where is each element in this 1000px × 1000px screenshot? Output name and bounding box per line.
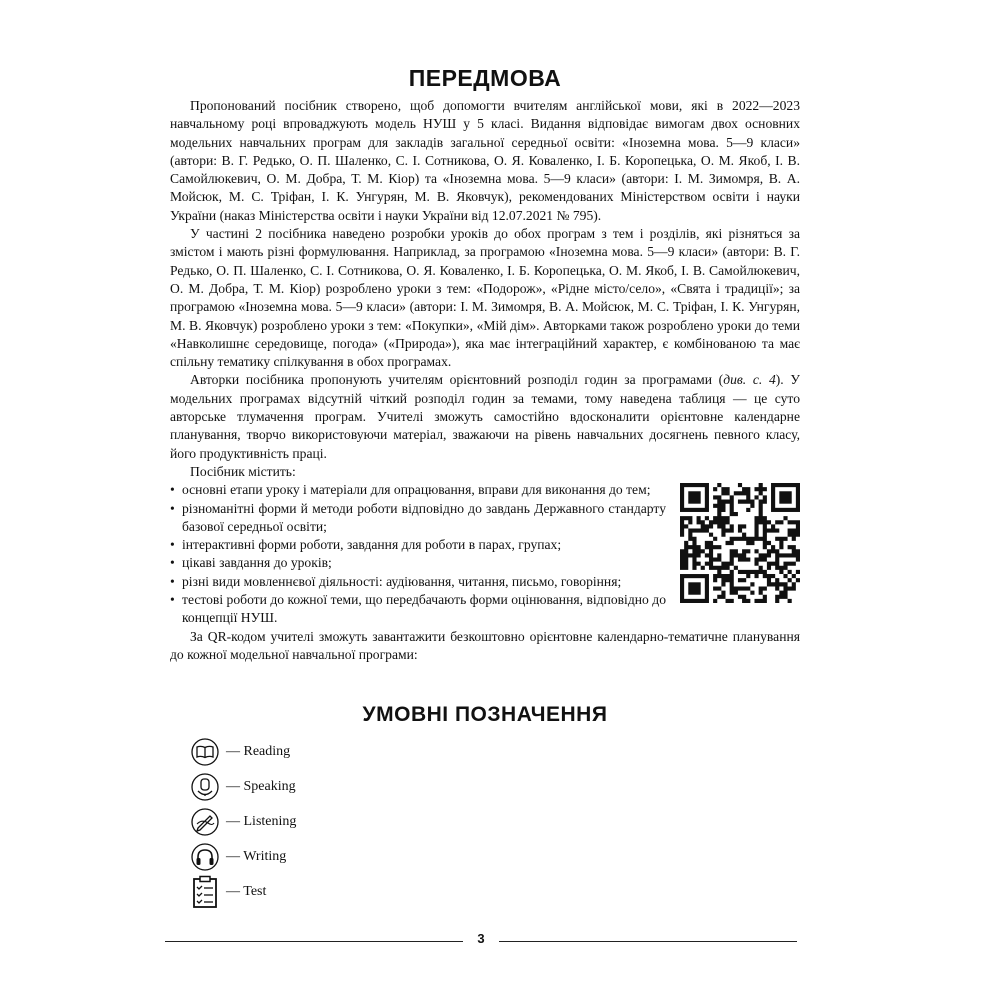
list-item: • цікаві завдання до уроків;: [170, 554, 800, 572]
listening-icon: [188, 805, 222, 839]
page-reference: див. с. 4: [723, 372, 776, 388]
legend-title: УМОВНІ ПОЗНАЧЕННЯ: [362, 703, 608, 726]
page-number: 3: [477, 931, 485, 946]
book-icon: [188, 735, 222, 769]
legend: [188, 734, 488, 909]
legend-label: — Listening: [226, 813, 297, 829]
legend-item-reading: [188, 734, 488, 769]
page-title: ПЕРЕДМОВА: [408, 65, 562, 91]
qr-caption: За QR-кодом учителі зможуть завантажити безкоштовно орієнтовне календарно-тематичне планування до кожної модельної навчальної програми:: [170, 628, 800, 662]
legend-label: — Test: [226, 883, 267, 899]
list-item: • різні види мовленнєвої діяльності: аудіювання, читання, письмо, говоріння;: [170, 573, 800, 591]
list-item: • інтерактивні форми роботи, завдання для роботи в парах, групах;: [170, 536, 800, 554]
paragraph-1: Пропонований посібник створено, щоб допомогти вчителям англійської мови, які в 2022—2023 навчальному році впроваджують модель НУШ у 5 класі. Видання відповідає вимогам двох основних модельних навчальних програм для закладів загальної середньої освіти: «Іноземна мова. 5—9 класи» (автори: В. Г. Редько, О. П. Шаленко, С. І. Сотникова, О. Я. Коваленко, І. Б. Коропецька, О. М. Якоб, І. В. Самойлюкевич, О. М. Добра, Т. М. Кіор) та «Іноземна мова. 5—9 класи» (автори: І. М. Зимомря, В. А. Мойсюк, М. С. Тріфан, І. К. Унгурян, М. В. Яковчук), рекомендованих Міністерством освіти і науки України (наказ Міністерства освіти і науки України від 12.07.2021 № 795).: [170, 98, 800, 223]
footer-rule-right: [499, 941, 797, 942]
footer-rule-left: [165, 941, 463, 942]
paragraph-3-end: ). У модельних програмах відсутній чіткий розподіл годин за темами, тому наведена таблиця — це суто авторське тлумачення програм. Учителі зможуть самостійно вдосконалити орієнтовне календарне планування, творчо використовуючи матеріал, зважаючи на рівень навчальних досягнень певного класу, його продуктивність праці.: [170, 372, 800, 461]
preface-body: [170, 97, 800, 664]
headphones-icon: [188, 840, 222, 874]
legend-item-test: [188, 874, 488, 909]
paragraph-3: [170, 371, 800, 462]
legend-label: — Writing: [226, 848, 287, 864]
legend-item-speaking: [188, 769, 488, 804]
legend-label: — Speaking: [226, 778, 296, 794]
clipboard-icon: [188, 875, 222, 909]
paragraph-2: У частині 2 посібника наведено розробки уроків до обох програм з тем і розділів, які різняться за змістом і мають різні формулювання. Наприклад, за програмою «Іноземна мова. 5—9 класи» (автори: В. Г. Редько, О. П. Шаленко, С. І. Сотникова, О. Я. Коваленко, І. Б. Коропецька, О. М. Якоб, І. В. Самойлюкевич, О. М. Добра, Т. М. Кіор) розроблено уроки з тем: «Подорож», «Рідне місто/село», «Свята і традиції»; за програмою «Іноземна мова. 5—9 класи» (автори: І. М. Зимомря, В. А. Мойсюк, М. С. Тріфан, І. К. Унгурян, М. В. Яковчук) розроблено уроки з тем: «Покупки», «Мій дім». Авторками також розроблено уроки до теми «Навколишнє середовище, погода» («Природа»), яка має інтеграційний характер, є комбінованою та має спільну тематику спілкування в обох програмах.: [170, 226, 800, 370]
legend-label: — Reading: [226, 743, 291, 759]
contents-list: [170, 481, 800, 627]
speaking-icon: [188, 770, 222, 804]
paragraph-3-start: Авторки посібника пропонують учителям орієнтовний розподіл годин за програмами (: [190, 372, 724, 388]
list-title: Посібник містить:: [190, 463, 296, 479]
list-item: • різноманітні форми й методи роботи відповідно до завдань Державного стандарту базової середньої освіти;: [170, 500, 800, 537]
list-item: • тестові роботи до кожної теми, що передбачають форми оцінювання, відповідно до концепції НУШ.: [170, 591, 800, 628]
legend-item-listening: [188, 804, 488, 839]
legend-item-writing: [188, 839, 488, 874]
list-item: • основні етапи уроку і матеріали для опрацювання, вправи для виконання до тем;: [170, 481, 800, 499]
